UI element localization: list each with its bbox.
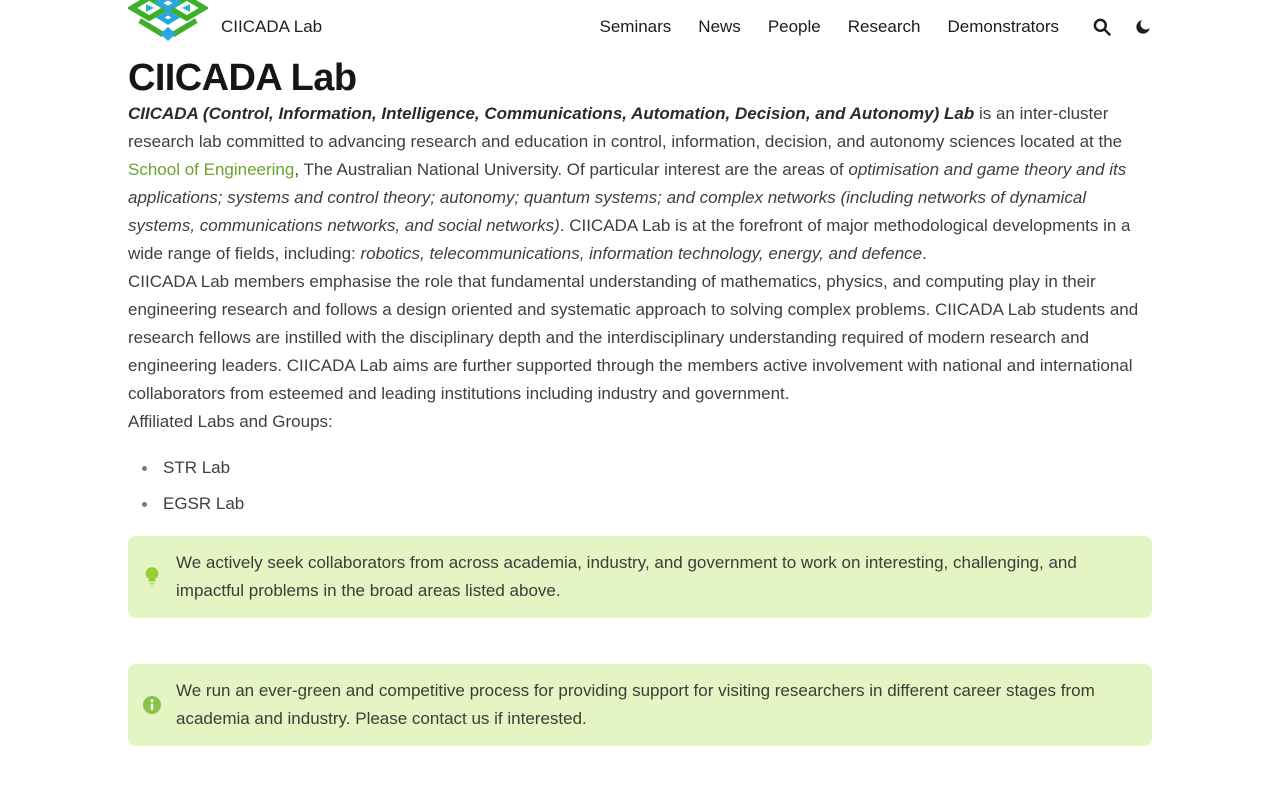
nav-item-demonstrators[interactable]: Demonstrators bbox=[947, 17, 1059, 36]
nav-item-seminars[interactable]: Seminars bbox=[599, 17, 672, 36]
affiliated-labs-list bbox=[128, 454, 1152, 518]
intro-paragraph: CIICADA (Control, Information, Intelligence, Communications, Automation, Decision, and Autonomy) Lab is an inter-cluster research lab committed to advancing research and education in control, information, decision, and autonomy sciences located at the School of Engineering, The Australian National University. Of particular interest are the areas of optimisation and game theory and its applications; systems and control theory; autonomy; quantum systems; and complex networks (including networks of dynamical systems, communications networks, and social networks). CIICADA Lab is at the forefront of major methodological developments in a wide range of fields, including: robotics, telecommunications, information technology, energy, and defence. bbox=[128, 104, 1131, 263]
nav-item-research[interactable]: Research bbox=[847, 17, 921, 36]
nav-item-people[interactable]: People bbox=[767, 17, 821, 36]
ciicada-logo-icon bbox=[128, 3, 208, 52]
bullet-icon bbox=[142, 466, 147, 471]
members-paragraph: CIICADA Lab members emphasise the role that fundamental understanding of mathematics, physics, and computing play in their engineering research and follows a design oriented and systematic approach to solving complex problems. CIICADA Lab students and research fellows are instilled with the disciplinary depth and the interdisciplinary understanding required of modern research and engineering leaders. CIICADA Lab aims are further supported through the members active involvement with national and international collaborators from esteemed and leading institutions including industry and government. bbox=[128, 272, 1139, 403]
tip-callout-text: We actively seek collaborators from across academia, industry, and government to work on interesting, challenging, and impactful problems in the broad areas listed above. bbox=[176, 553, 1077, 600]
search-icon[interactable] bbox=[1092, 17, 1112, 37]
nav-item-news[interactable]: News bbox=[698, 17, 741, 36]
list-item bbox=[142, 490, 1152, 518]
list-item-label: EGSR Lab bbox=[163, 494, 245, 513]
info-icon bbox=[128, 695, 176, 715]
bullet-icon bbox=[142, 502, 147, 507]
info-callout-text: We run an ever-green and competitive process for providing support for visiting researchers in different career stages from academia and industry. Please contact us if interested. bbox=[176, 681, 1095, 728]
list-item bbox=[142, 454, 1152, 482]
brand-name: CIICADA Lab bbox=[221, 17, 323, 36]
page-title: CIICADA Lab bbox=[128, 57, 357, 99]
brand[interactable] bbox=[128, 3, 322, 52]
school-of-engineering-link[interactable]: School of Engineering bbox=[128, 160, 295, 179]
lightbulb-icon bbox=[128, 566, 176, 588]
list-item-label: STR Lab bbox=[163, 458, 231, 477]
nav-icons bbox=[1092, 17, 1152, 37]
site-header bbox=[128, 0, 1152, 54]
main-nav bbox=[599, 17, 1152, 37]
tip-callout bbox=[128, 536, 1152, 618]
info-callout bbox=[128, 664, 1152, 746]
affiliated-label: Affiliated Labs and Groups: bbox=[128, 412, 333, 431]
dark-mode-moon-icon[interactable] bbox=[1134, 18, 1152, 36]
